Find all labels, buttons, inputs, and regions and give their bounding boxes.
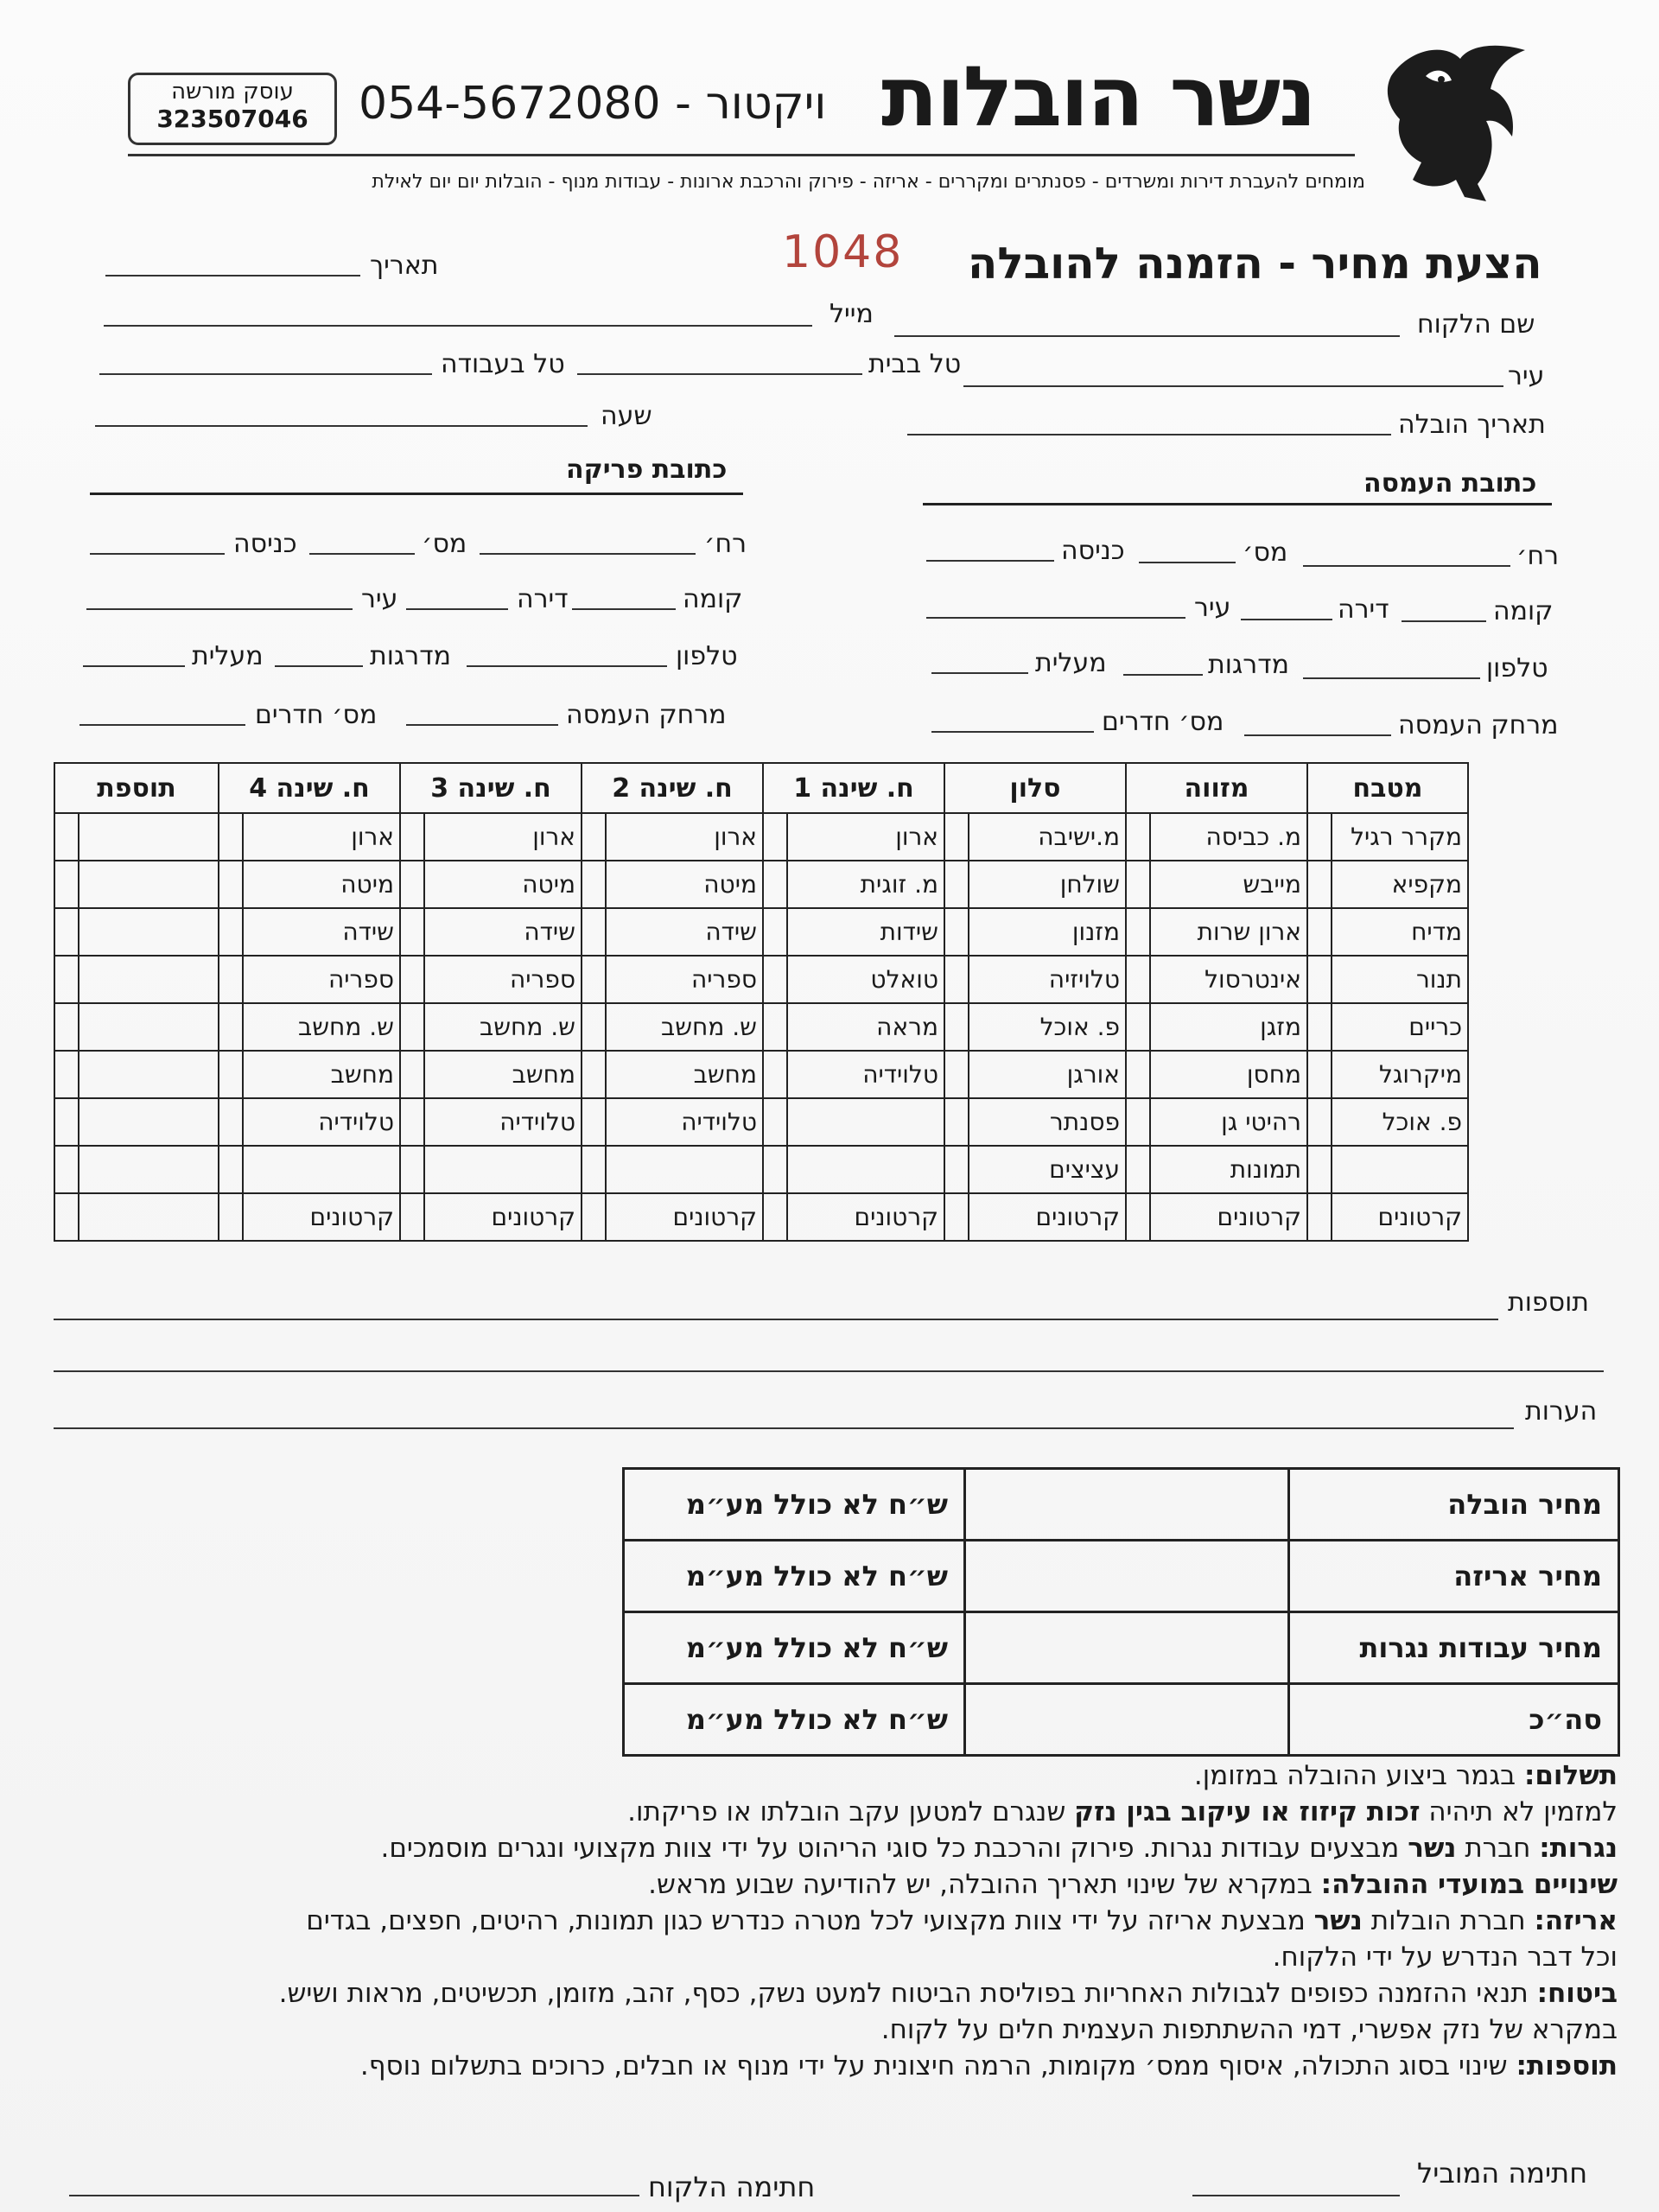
price-table — [622, 1467, 1620, 1757]
terms-insurance-2: במקרא של נזק אפשרי, דמי ההשתתפות העצמית חלים על לקוח. — [880, 2014, 1618, 2045]
unloading-entrance-field[interactable] — [90, 553, 225, 555]
inventory-header-cell: תוספת — [54, 763, 219, 813]
hour-field[interactable] — [95, 425, 588, 427]
inventory-quantity-cell[interactable] — [400, 1146, 424, 1193]
inventory-quantity-cell[interactable] — [944, 813, 969, 861]
inventory-item-cell: מדיח — [1332, 908, 1468, 956]
inventory-quantity-cell[interactable] — [944, 1193, 969, 1241]
inventory-quantity-cell[interactable] — [763, 1051, 787, 1098]
inventory-item-cell — [787, 1146, 944, 1193]
inventory-item-cell: מיטה — [606, 861, 763, 908]
inventory-quantity-cell[interactable] — [400, 813, 424, 861]
price-suffix: ש״ח לא כולל מע״מ — [624, 1469, 965, 1541]
loading-number-label: מס׳ — [1243, 537, 1288, 568]
inventory-quantity-cell[interactable] — [1307, 1146, 1332, 1193]
inventory-quantity-cell[interactable] — [944, 861, 969, 908]
unloading-floor-label: קומה — [683, 584, 743, 614]
inventory-item-cell: מיטה — [243, 861, 400, 908]
unloading-distance-label: מרחק העמסה — [566, 700, 727, 730]
serial-number: 1048 — [782, 226, 904, 278]
price-suffix: ש״ח לא כולל מע״מ — [624, 1612, 965, 1684]
inventory-quantity-cell[interactable] — [54, 1051, 79, 1098]
work-phone-label: טל בעבודה — [441, 349, 565, 379]
price-suffix: ש״ח לא כולל מע״מ — [624, 1684, 965, 1756]
loading-street-field[interactable] — [1303, 565, 1510, 567]
inventory-table — [54, 762, 1469, 1242]
inventory-item-cell: שידה — [606, 908, 763, 956]
inventory-row — [54, 861, 1468, 908]
inventory-quantity-cell[interactable] — [1307, 861, 1332, 908]
price-row — [624, 1684, 1619, 1756]
inventory-quantity-cell[interactable] — [944, 956, 969, 1003]
phone-number: 054-5672080 - ויקטור — [359, 78, 827, 130]
inventory-quantity-cell[interactable] — [219, 1051, 243, 1098]
inventory-item-cell: טלוידיה — [606, 1098, 763, 1146]
inventory-item-cell — [1332, 1146, 1468, 1193]
loading-apartment-label: דירה — [1338, 594, 1389, 625]
inventory-item-cell: מ. כביסה — [1150, 813, 1307, 861]
inventory-quantity-cell[interactable] — [54, 1098, 79, 1146]
inventory-item-cell: ארון שרות — [1150, 908, 1307, 956]
loading-rooms-label: מס׳ חדרים — [1102, 707, 1224, 737]
email-label: מייל — [830, 299, 874, 329]
unloading-rooms-field[interactable] — [79, 724, 245, 726]
inventory-quantity-cell[interactable] — [582, 1003, 606, 1051]
inventory-quantity-cell[interactable] — [763, 813, 787, 861]
inventory-quantity-cell[interactable] — [582, 1146, 606, 1193]
inventory-header-cell: ח. שינה 1 — [763, 763, 944, 813]
inventory-item-cell: טלוידיה — [243, 1098, 400, 1146]
inventory-quantity-cell[interactable] — [400, 1003, 424, 1051]
inventory-item-cell: שידה — [424, 908, 582, 956]
unloading-floor-field[interactable] — [572, 608, 676, 610]
email-field[interactable] — [104, 325, 812, 327]
inventory-item-cell — [787, 1098, 944, 1146]
price-value-field[interactable] — [965, 1612, 1289, 1684]
unloading-number-label: מס׳ — [422, 529, 467, 559]
inventory-quantity-cell[interactable] — [219, 813, 243, 861]
inventory-item-cell: ארון — [424, 813, 582, 861]
inventory-quantity-cell[interactable] — [582, 956, 606, 1003]
loading-city-label: עיר — [1194, 593, 1231, 623]
inventory-item-cell: טלוידיה — [787, 1051, 944, 1098]
unloading-stairs-field[interactable] — [275, 665, 363, 667]
inventory-quantity-cell[interactable] — [582, 908, 606, 956]
inventory-item-cell: מיטה — [424, 861, 582, 908]
unloading-entrance-label: כניסה — [233, 529, 297, 559]
inventory-item-cell: קרטונים — [424, 1193, 582, 1241]
unloading-distance-field[interactable] — [406, 724, 558, 726]
price-value-field[interactable] — [965, 1469, 1289, 1541]
unloading-apartment-label: דירה — [517, 584, 569, 614]
loading-apartment-field[interactable] — [1241, 619, 1332, 620]
price-value-field[interactable] — [965, 1541, 1289, 1612]
unloading-address-rule — [90, 493, 743, 495]
inventory-row — [54, 1193, 1468, 1241]
unloading-street-label: רח׳ — [704, 529, 747, 559]
price-suffix: ש״ח לא כולל מע״מ — [624, 1541, 965, 1612]
inventory-header-row — [54, 763, 1468, 813]
inventory-item-cell — [79, 813, 219, 861]
inventory-item-cell: ספריה — [606, 956, 763, 1003]
work-phone-field[interactable] — [99, 373, 432, 375]
brand-name: נשר הובלות — [881, 48, 1315, 145]
home-phone-label: טל בבית — [868, 349, 962, 379]
inventory-row — [54, 1051, 1468, 1098]
inventory-item-cell: מחשב — [424, 1051, 582, 1098]
inventory-item-cell: פ. אוכל — [969, 1003, 1126, 1051]
inventory-header-cell: ח. שינה 4 — [219, 763, 400, 813]
inventory-item-cell — [79, 1003, 219, 1051]
loading-stairs-field[interactable] — [1123, 674, 1203, 676]
inventory-quantity-cell[interactable] — [763, 1146, 787, 1193]
unloading-rooms-label: מס׳ חדרים — [255, 700, 378, 730]
inventory-item-cell: מחסן — [1150, 1051, 1307, 1098]
inventory-quantity-cell[interactable] — [219, 1193, 243, 1241]
inventory-quantity-cell[interactable] — [219, 1003, 243, 1051]
inventory-quantity-cell[interactable] — [1307, 1098, 1332, 1146]
inventory-item-cell: ש. מחשב — [606, 1003, 763, 1051]
inventory-header-cell: מזווה — [1126, 763, 1307, 813]
customer-name-label: שם הלקוח — [1417, 309, 1535, 340]
inventory-row — [54, 908, 1468, 956]
inventory-quantity-cell[interactable] — [582, 1098, 606, 1146]
inventory-quantity-cell[interactable] — [582, 861, 606, 908]
inventory-quantity-cell[interactable] — [219, 956, 243, 1003]
inventory-quantity-cell[interactable] — [582, 1051, 606, 1098]
inventory-header-cell: ח. שינה 3 — [400, 763, 582, 813]
license-box — [128, 73, 337, 145]
inventory-item-cell — [79, 1098, 219, 1146]
license-number: 323507046 — [156, 105, 308, 133]
move-date-field[interactable] — [907, 434, 1391, 435]
loading-stairs-label: מדרגות — [1208, 650, 1289, 680]
tagline: מומחים להעברת דירות ומשרדים - פסנתרים ומקררים - אריזה - פירוק והרכבת ארונות - עבודות מנוף - הובלות יום יום לאילת — [372, 171, 1365, 193]
inventory-quantity-cell[interactable] — [763, 1003, 787, 1051]
unloading-elevator-field[interactable] — [83, 665, 185, 667]
price-label: סה״כ — [1289, 1684, 1619, 1756]
inventory-item-cell: שולחן — [969, 861, 1126, 908]
loading-street-label: רח׳ — [1516, 541, 1559, 571]
notes-line[interactable] — [54, 1427, 1514, 1429]
loading-number-field[interactable] — [1139, 562, 1236, 563]
unloading-phone-field[interactable] — [467, 665, 667, 667]
inventory-item-cell: מזנון — [969, 908, 1126, 956]
unloading-street-field[interactable] — [480, 553, 696, 555]
inventory-quantity-cell[interactable] — [1126, 1003, 1150, 1051]
inventory-quantity-cell[interactable] — [54, 1146, 79, 1193]
inventory-item-cell: מ.ישיבה — [969, 813, 1126, 861]
inventory-quantity-cell[interactable] — [400, 1098, 424, 1146]
loading-distance-label: מרחק העמסה — [1398, 710, 1559, 741]
inventory-quantity-cell[interactable] — [582, 813, 606, 861]
inventory-quantity-cell[interactable] — [944, 1098, 969, 1146]
inventory-quantity-cell[interactable] — [582, 1193, 606, 1241]
inventory-item-cell — [79, 956, 219, 1003]
price-value-field[interactable] — [965, 1684, 1289, 1756]
inventory-item-cell: מחשב — [606, 1051, 763, 1098]
city-field[interactable] — [963, 385, 1503, 387]
inventory-item-cell: עציצים — [969, 1146, 1126, 1193]
inventory-item-cell: קרטונים — [243, 1193, 400, 1241]
inventory-item-cell: קרטונים — [1332, 1193, 1468, 1241]
extras-line-1[interactable] — [54, 1319, 1498, 1320]
inventory-quantity-cell[interactable] — [1126, 1098, 1150, 1146]
terms-changes: שינויים במועדי ההובלה: במקרא של שינוי תאריך ההובלה, יש להודיעה שבוע מראש. — [648, 1869, 1618, 1900]
hour-label: שעה — [601, 401, 652, 431]
inventory-item-cell — [79, 908, 219, 956]
inventory-item-cell: טלויזיה — [969, 956, 1126, 1003]
inventory-quantity-cell[interactable] — [400, 1193, 424, 1241]
inventory-item-cell: ארון — [606, 813, 763, 861]
customer-signature-label: חתימה הלקוח — [648, 2171, 816, 2203]
inventory-item-cell: אינטרסול — [1150, 956, 1307, 1003]
inventory-item-cell: תמונות — [1150, 1146, 1307, 1193]
loading-address-rule — [923, 503, 1552, 505]
inventory-item-cell — [243, 1146, 400, 1193]
unloading-city-label: עיר — [361, 584, 398, 614]
loading-floor-field[interactable] — [1402, 620, 1486, 622]
license-label: עוסק מורשה — [171, 79, 294, 105]
loading-entrance-label: כניסה — [1061, 536, 1125, 566]
inventory-quantity-cell[interactable] — [1126, 861, 1150, 908]
inventory-item-cell: רהיטי גן — [1150, 1098, 1307, 1146]
move-date-label: תאריך הובלה — [1398, 410, 1546, 440]
terms-payment-2: למזמין לא תיהיה זכות קיזוז או עיקוב בגין נזק שנגרם למטען עקב הובלתו או פריקתו. — [627, 1796, 1618, 1827]
inventory-item-cell: מראה — [787, 1003, 944, 1051]
price-row — [624, 1541, 1619, 1612]
inventory-item-cell: ארון — [243, 813, 400, 861]
inventory-quantity-cell[interactable] — [1307, 1051, 1332, 1098]
form-title: הצעת מחיר - הזמנה להובלה — [968, 238, 1542, 289]
inventory-item-cell: קרטונים — [969, 1193, 1126, 1241]
inventory-header-cell: מטבח — [1307, 763, 1468, 813]
inventory-item-cell: ש. מחשב — [243, 1003, 400, 1051]
inventory-quantity-cell[interactable] — [219, 1098, 243, 1146]
inventory-item-cell: קרטונים — [1150, 1193, 1307, 1241]
inventory-quantity-cell[interactable] — [219, 1146, 243, 1193]
inventory-quantity-cell[interactable] — [400, 956, 424, 1003]
inventory-item-cell: מחשב — [243, 1051, 400, 1098]
inventory-item-cell: מקפיא — [1332, 861, 1468, 908]
loading-distance-field[interactable] — [1244, 734, 1391, 736]
unloading-phone-label: טלפון — [676, 641, 738, 671]
inventory-quantity-cell[interactable] — [54, 1193, 79, 1241]
inventory-item-cell: תנור — [1332, 956, 1468, 1003]
inventory-quantity-cell[interactable] — [400, 1051, 424, 1098]
loading-phone-field[interactable] — [1303, 677, 1480, 679]
extras-label: תוספות — [1508, 1287, 1589, 1318]
inventory-item-cell: ש. מחשב — [424, 1003, 582, 1051]
loading-rooms-field[interactable] — [931, 731, 1094, 733]
inventory-row — [54, 813, 1468, 861]
inventory-item-cell: שידה — [243, 908, 400, 956]
inventory-row — [54, 1146, 1468, 1193]
inventory-quantity-cell[interactable] — [54, 861, 79, 908]
extras-line-2[interactable] — [54, 1370, 1604, 1372]
unloading-city-field[interactable] — [86, 608, 353, 610]
terms-packing: אריזה: חברת הובלות נשר מבצעת אריזה על ידי צוות מקצועי לכל מטרה כנדרש כגון תמונות, רהיטים, חפצים, בגדים — [306, 1905, 1618, 1936]
loading-address-title: כתובת העמסה — [1363, 468, 1537, 499]
inventory-quantity-cell[interactable] — [944, 1146, 969, 1193]
inventory-quantity-cell[interactable] — [1307, 1193, 1332, 1241]
inventory-item-cell: מזגן — [1150, 1003, 1307, 1051]
inventory-quantity-cell[interactable] — [54, 1003, 79, 1051]
inventory-item-cell: קרטונים — [606, 1193, 763, 1241]
inventory-quantity-cell[interactable] — [219, 908, 243, 956]
inventory-item-cell — [424, 1146, 582, 1193]
loading-phone-label: טלפון — [1486, 653, 1548, 683]
inventory-quantity-cell[interactable] — [1126, 1193, 1150, 1241]
inventory-item-cell: שידות — [787, 908, 944, 956]
inventory-quantity-cell[interactable] — [400, 861, 424, 908]
loading-elevator-field[interactable] — [931, 672, 1028, 674]
inventory-quantity-cell[interactable] — [54, 813, 79, 861]
price-row — [624, 1612, 1619, 1684]
inventory-quantity-cell[interactable] — [1307, 813, 1332, 861]
inventory-quantity-cell[interactable] — [54, 956, 79, 1003]
inventory-quantity-cell[interactable] — [1307, 956, 1332, 1003]
city-label: עיר — [1508, 361, 1545, 391]
terms-carpentry: נגרות: חברת נשר מבצעים עבודות נגרות. פירוק והרכבת כל סוגי הריהוט על ידי צוות מקצועי ונגרים מוסמכים. — [380, 1833, 1618, 1864]
inventory-item-cell — [606, 1146, 763, 1193]
price-label: מחיר אריזה — [1289, 1541, 1619, 1612]
unloading-stairs-label: מדרגות — [370, 641, 451, 671]
loading-elevator-label: מעלית — [1035, 648, 1107, 678]
date-field[interactable] — [105, 275, 360, 276]
inventory-quantity-cell[interactable] — [763, 908, 787, 956]
inventory-row — [54, 956, 1468, 1003]
notes-label: הערות — [1525, 1396, 1598, 1427]
price-label: מחיר הובלה — [1289, 1469, 1619, 1541]
inventory-quantity-cell[interactable] — [763, 1098, 787, 1146]
terms-payment: תשלום: בגמר ביצוע ההובלה במזומן. — [1193, 1760, 1618, 1791]
home-phone-field[interactable] — [577, 373, 862, 375]
inventory-quantity-cell[interactable] — [944, 1051, 969, 1098]
inventory-item-cell — [79, 1051, 219, 1098]
loading-floor-label: קומה — [1493, 596, 1554, 626]
inventory-quantity-cell[interactable] — [944, 908, 969, 956]
inventory-item-cell: טואלט — [787, 956, 944, 1003]
inventory-item-cell — [79, 861, 219, 908]
header-divider — [128, 154, 1355, 156]
inventory-quantity-cell[interactable] — [219, 861, 243, 908]
price-label: מחיר עבודות נגרות — [1289, 1612, 1619, 1684]
inventory-header-cell: סלון — [944, 763, 1126, 813]
inventory-item-cell: קרטונים — [787, 1193, 944, 1241]
terms-packing-2: וכל דבר הנדרש על ידי הלקוח. — [1272, 1942, 1618, 1973]
inventory-quantity-cell[interactable] — [1307, 1003, 1332, 1051]
inventory-quantity-cell[interactable] — [1126, 1051, 1150, 1098]
inventory-item-cell: ספריה — [424, 956, 582, 1003]
inventory-header-cell: ח. שינה 2 — [582, 763, 763, 813]
inventory-quantity-cell[interactable] — [1126, 908, 1150, 956]
inventory-quantity-cell[interactable] — [763, 1193, 787, 1241]
inventory-row — [54, 1098, 1468, 1146]
inventory-item-cell — [79, 1193, 219, 1241]
customer-signature-field[interactable] — [69, 2195, 639, 2196]
inventory-quantity-cell[interactable] — [1126, 1146, 1150, 1193]
loading-city-field[interactable] — [926, 617, 1185, 619]
mover-signature-label: חתימה המוביל — [1417, 2157, 1588, 2190]
inventory-quantity-cell[interactable] — [1307, 908, 1332, 956]
inventory-quantity-cell[interactable] — [763, 861, 787, 908]
inventory-item-cell: טלוידיה — [424, 1098, 582, 1146]
date-label: תאריך — [370, 251, 439, 281]
inventory-item-cell: פסנתר — [969, 1098, 1126, 1146]
eagle-logo-icon — [1374, 41, 1529, 206]
inventory-item-cell: ספריה — [243, 956, 400, 1003]
terms-extras: תוספות: שינוי בסוג התכולה, איסוף ממס׳ מקומות, הרמה חיצונית על ידי מנוף או חבלים, כרוכים בתשלום נוסף. — [359, 2050, 1618, 2082]
inventory-item-cell: פ. אוכל — [1332, 1098, 1468, 1146]
unloading-apartment-field[interactable] — [406, 608, 508, 610]
inventory-quantity-cell[interactable] — [1126, 956, 1150, 1003]
inventory-item-cell: כריים — [1332, 1003, 1468, 1051]
inventory-row — [54, 1003, 1468, 1051]
unloading-address-title: כתובת פריקה — [566, 454, 728, 485]
inventory-quantity-cell[interactable] — [944, 1003, 969, 1051]
price-row — [624, 1469, 1619, 1541]
inventory-item-cell: ארון — [787, 813, 944, 861]
inventory-item-cell: מיקרוגל — [1332, 1051, 1468, 1098]
inventory-item-cell: מ. זוגית — [787, 861, 944, 908]
inventory-quantity-cell[interactable] — [54, 908, 79, 956]
mover-signature-field[interactable] — [1192, 2195, 1400, 2196]
loading-entrance-field[interactable] — [926, 560, 1054, 562]
terms-insurance: ביטוח: תנאי ההזמנה כפופים לגבולות האחריות בפוליסת הביטוח למעט נשק, כסף, זהב, מזומן, תכשיטים, מראות ושיש. — [278, 1978, 1618, 2009]
inventory-quantity-cell[interactable] — [400, 908, 424, 956]
inventory-item-cell: מקרר רגיל — [1332, 813, 1468, 861]
inventory-quantity-cell[interactable] — [1126, 813, 1150, 861]
inventory-item-cell: מייבש — [1150, 861, 1307, 908]
inventory-item-cell — [79, 1146, 219, 1193]
customer-name-field[interactable] — [894, 335, 1400, 337]
unloading-number-field[interactable] — [309, 553, 415, 555]
terms-section — [52, 1758, 1618, 2084]
inventory-item-cell: אורגן — [969, 1051, 1126, 1098]
inventory-quantity-cell[interactable] — [763, 956, 787, 1003]
unloading-elevator-label: מעלית — [192, 641, 264, 671]
